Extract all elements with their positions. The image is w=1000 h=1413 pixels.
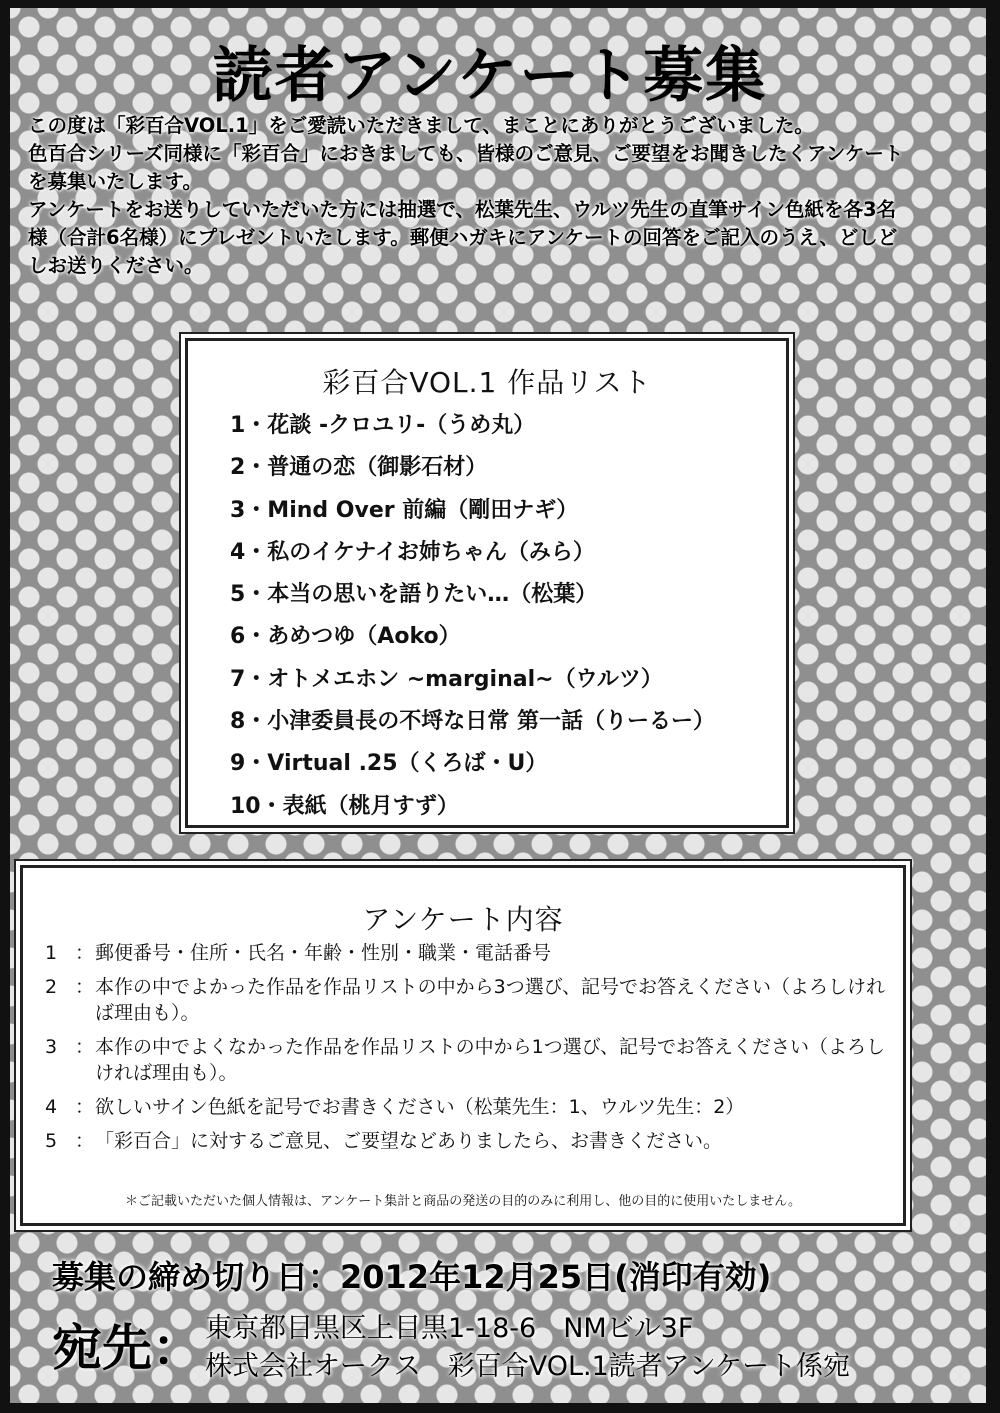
survey-item	[45, 1094, 885, 1120]
survey-item-colon: ：	[75, 1036, 95, 1058]
survey-item-number: 3	[45, 1036, 58, 1058]
privacy-note: ＊ご記載いただいた個人情報は、アンケート集計と商品の発送の目的のみに利用し、他の目的に使用いたしません。	[124, 1194, 801, 1209]
work-list-item: 6・あめつゆ（Aoko）	[230, 624, 461, 650]
survey-item-colon: ：	[75, 942, 95, 964]
destination-label: 宛先：	[52, 1319, 202, 1377]
destination-line-2: 株式会社オークス 彩百合VOL.1読者アンケート係宛	[205, 1351, 851, 1382]
survey-item-colon: ：	[75, 1130, 95, 1152]
survey-item-text: 本作の中でよかった作品を作品リストの中から3つ選び、記号でお答えください（よろしければ理由も）。	[95, 976, 885, 1024]
survey-item	[45, 940, 885, 966]
work-list-item: 7・オトメエホン ~marginal~（ウルツ）	[230, 666, 663, 692]
intro-paragraph-1: この度は「彩百合VOL.1」をご愛読いただきまして、まことにありがとうございました。	[28, 114, 814, 137]
work-list-item: 2・普通の恋（御影石材）	[230, 455, 488, 481]
work-list-item: 5・本当の思いを語りたい…（松葉）	[230, 582, 598, 608]
work-list-item: 10・表紙（桃月すず）	[230, 793, 459, 819]
intro-text	[28, 112, 908, 280]
work-list-item: 1・花談 -クロユリ-（うめ丸）	[230, 413, 536, 438]
survey-item-text: 「彩百合」に対するご意見、ご要望などありましたら、お書きください。	[95, 1130, 723, 1152]
survey-items	[45, 940, 885, 1162]
survey-title: アンケート内容	[362, 903, 564, 936]
survey-item-text: 欲しいサイン色紙を記号でお書きください（松葉先生：1、ウルツ先生：2）	[95, 1096, 745, 1118]
work-list	[230, 405, 715, 828]
work-list-item: 4・私のイケナイお姉ちゃん（みら）	[230, 539, 595, 565]
survey-item	[45, 1034, 885, 1086]
work-list-item: 3・Mind Over 前編（剛田ナギ）	[230, 497, 579, 523]
survey-item	[45, 1128, 885, 1154]
work-list-item: 8・小津委員長の不埒な日常 第一話（りーるー）	[230, 709, 715, 735]
survey-item	[45, 974, 885, 1026]
destination-line-1: 東京都目黒区上目黒1-18-6 NMビル3F	[205, 1313, 694, 1344]
survey-item-number: 1	[45, 942, 58, 964]
survey-item-colon: ：	[75, 1096, 95, 1118]
work-list-title: 彩百合VOL.1 作品リスト	[322, 366, 652, 399]
survey-item-text: 郵便番号・住所・氏名・年齢・性別・職業・電話番号	[95, 942, 552, 964]
destination-address	[205, 1310, 850, 1386]
intro-paragraph-2: 色百合シリーズ同様に「彩百合」におきましても、皆様のご意見、ご要望をお聞きしたくアンケートを募集いたします。	[28, 142, 904, 193]
deadline-text: 募集の締め切り日：2012年12月25日(消印有効)	[52, 1258, 772, 1296]
survey-item-text: 本作の中でよくなかった作品を作品リストの中から1つ選び、記号でお答えください（よろしければ理由も）。	[95, 1036, 885, 1084]
work-list-box	[185, 338, 789, 828]
intro-paragraph-3: アンケートをお送りしていただいた方には抽選で、松葉先生、ウルツ先生の直筆サイン色紙を各3名様（合計6名様）にプレゼントいたします。郵便ハガキにアンケートの回答をご記入のうえ、どしどしお送りください。	[28, 198, 898, 277]
survey-item-colon: ：	[75, 976, 95, 998]
survey-item-number: 2	[45, 976, 58, 998]
survey-item-number: 5	[45, 1130, 58, 1152]
survey-box	[20, 865, 906, 1226]
page-title: 読者アンケート募集	[212, 41, 768, 111]
survey-item-number: 4	[45, 1096, 58, 1118]
work-list-item: 9・Virtual .25（くろば・U）	[230, 751, 548, 777]
